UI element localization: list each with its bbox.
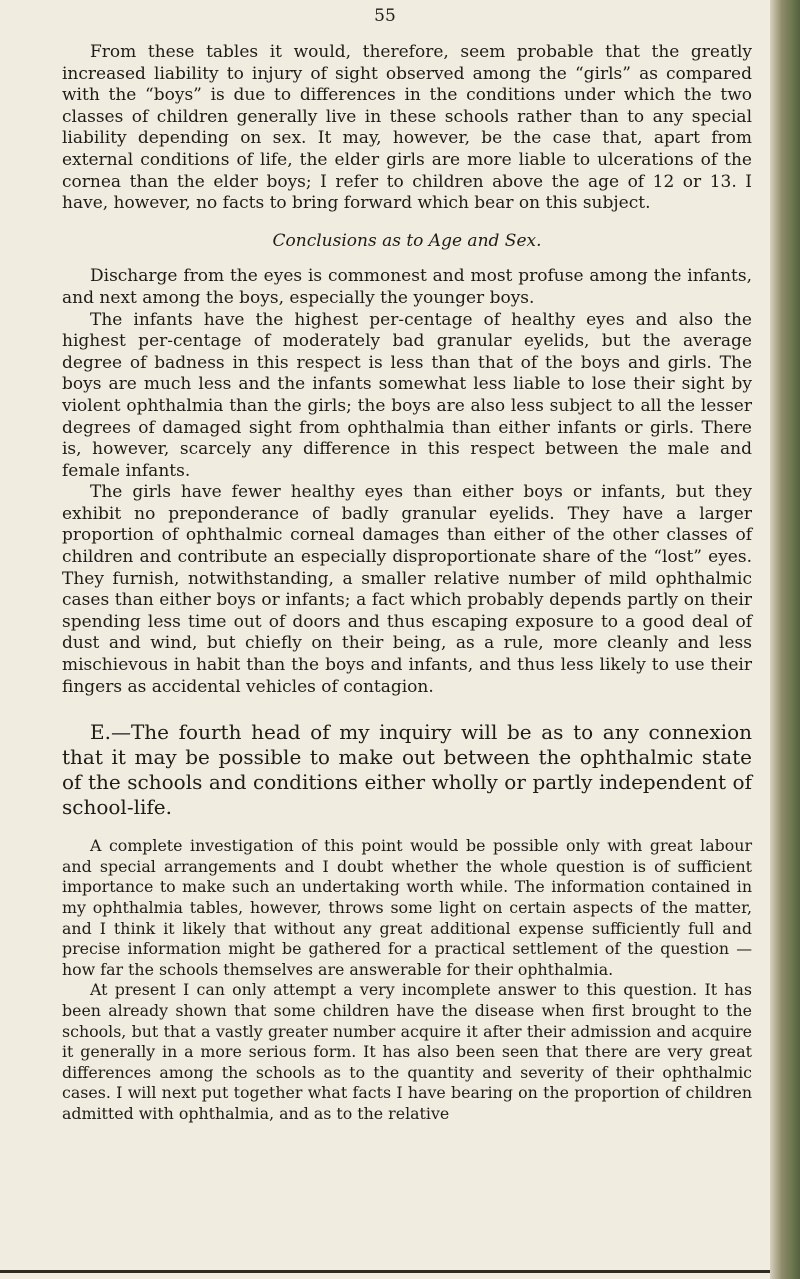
paragraph-1: From these tables it would, therefore, seem probable that the greatly increased liability to injury of sight observed among the “girls” as compared with the “boys” is due to differences in the conditions under which the two classes of children generally live in these schools rather than to any special liability depending on sex. It may, however, be the case that, apart from external conditions of life, the elder girls are more liable to ulcerations of the cornea than the elder boys; I refer to children above the age of 12 or 13. I have, however, no facts to bring forward which bear on this subject. xyxy=(62,42,752,214)
paragraph-4: The girls have fewer healthy eyes than either boys or infants, but they exhibit no preponderance of badly granular eyelids. They have a larger proportion of ophthalmic corneal damages than either of the other classes of children and contribute an especially disproportionate share of the “lost” eyes. They furnish, notwithstanding, a smaller relative number of mild ophthalmic cases than either boys or infants; a fact which probably depends partly on their spending less time out of doors and thus escaping exposure to a good deal of dust and wind, but chiefly on their being, as a rule, more cleanly and less mischievous in habit than the boys and infants, and thus less likely to use their fingers as accidental vehicles of contagion. xyxy=(62,482,752,697)
paragraph-3: The infants have the highest per-centage of healthy eyes and also the highest per-centage of moderately bad granular eyelids, but the average degree of badness in this respect is less than that of the boys and girls. The boys are much less and the infants somewhat less liable to lose their sight by violent ophthalmia than the girls; the boys are also less subject to all the lesser degrees of damaged sight from ophthalmia than either infants or girls. There is, however, scarcely any difference in this respect between the male and female infants. xyxy=(62,309,752,481)
bottom-edge xyxy=(0,1270,770,1273)
section-heading: Conclusions as to Age and Sex. xyxy=(272,230,542,251)
book-spine-edge xyxy=(770,0,800,1279)
paragraph-6: At present I can only attempt a very incomplete answer to this question. It has been already shown that some children have the disease when first brought to the schools, but that a vastly greater number acquire it after their admission and acquire it generally in a more serious form. It has also been seen that there are very great differences among the schools as to the quantity and severity of their ophthalmic cases. I will next put together what facts I have bearing on the proportion of children admitted with ophthalmia, and as to the relative xyxy=(62,980,752,1123)
inquiry-head-e: E.—The fourth head of my inquiry will be as to any connexion that it may be possible to make out between the ophthalmic state of the schools and conditions either wholly or partly independent of school-life. xyxy=(62,720,752,820)
page-number: 55 xyxy=(374,6,396,26)
paragraph-2: Discharge from the eyes is commonest and most profuse among the infants, and next among the boys, especially the younger boys. xyxy=(62,266,752,308)
paragraph-5: A complete investigation of this point would be possible only with great labour and special arrangements and I doubt whether the whole question is of sufficient importance to make such an undertaking worth while. The information contained in my ophthalmia tables, however, throws some light on certain aspects of the matter, and I think it likely that without any great additional expense sufficiently full and precise information might be gathered for a practical settlement of the question —how far the schools themselves are answerable for their ophthalmia. xyxy=(62,836,752,979)
page-content xyxy=(62,42,752,1125)
